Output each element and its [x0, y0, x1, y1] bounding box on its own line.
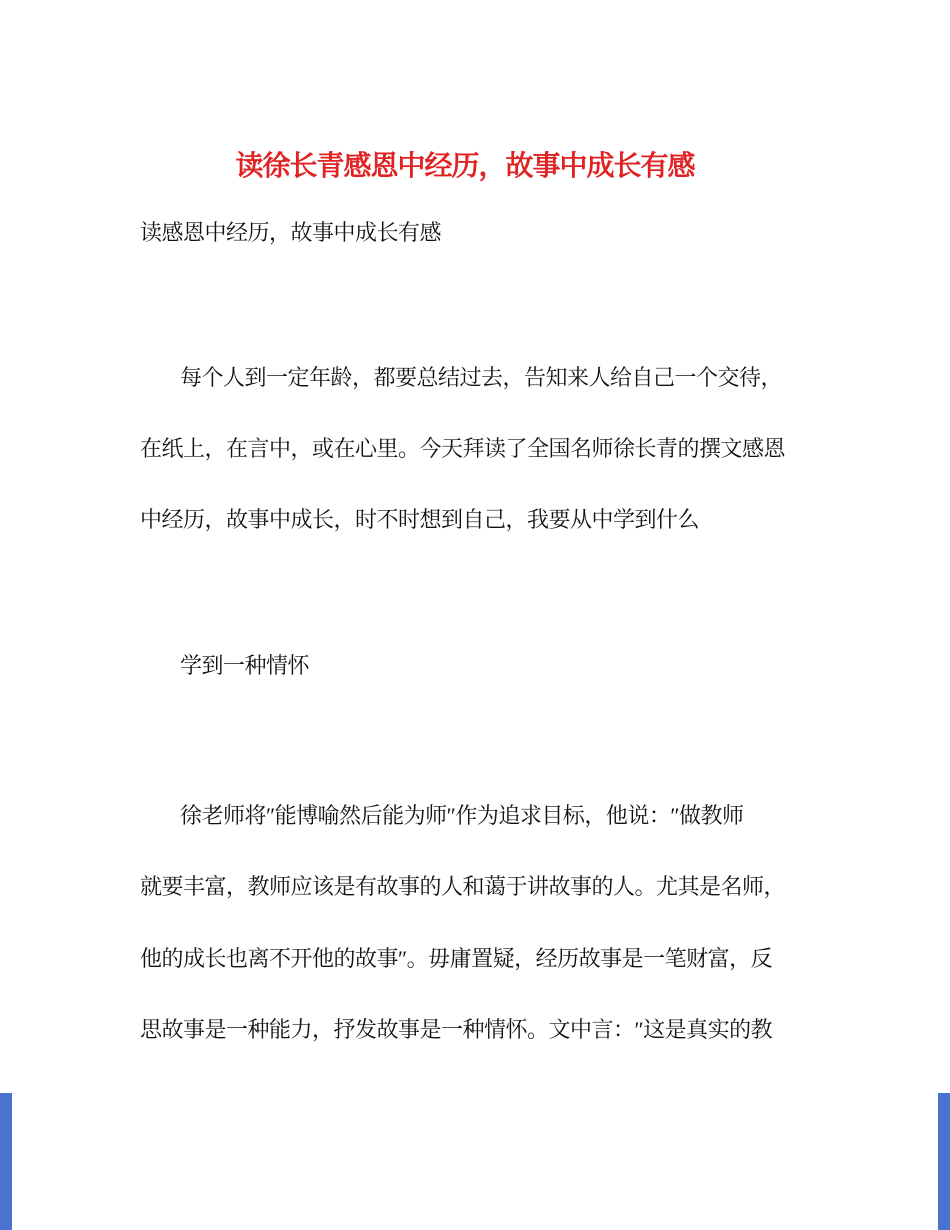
- document-subtitle: 读感恩中经历，故事中成长有感: [140, 220, 442, 245]
- paragraph1-line1: 每个人到一定年龄，都要总结过去，告知来人给自己一个交待，: [180, 365, 783, 390]
- text-column: [140, 0, 790, 1230]
- paragraph2-line2: 就要丰富，教师应该是有故事的人和蔼于讲故事的人。尤其是名师，: [140, 874, 786, 899]
- page-edge-bar-left: [0, 1093, 12, 1230]
- document-title: 读徐长青感恩中经历，故事中成长有感: [235, 150, 695, 182]
- paragraph2-line1: 徐老师将″能博喻然后能为师″作为追求目标，他说：″做教师: [180, 803, 744, 828]
- paragraph1-line3: 中经历，故事中成长，时不时想到自己，我要从中学到什么: [140, 507, 700, 532]
- paragraph2-line4: 思故事是一种能力，抒发故事是一种情怀。文中言：″这是真实的教: [140, 1017, 773, 1042]
- paragraph2-line3: 他的成长也离不开他的故事″。毋庸置疑，经历故事是一笔财富，反: [140, 946, 773, 971]
- page-edge-bar-right: [938, 1093, 950, 1230]
- section-heading: 学到一种情怀: [180, 653, 310, 678]
- paragraph1-line2: 在纸上，在言中，或在心里。今天拜读了全国名师徐长青的撰文感恩: [140, 436, 786, 461]
